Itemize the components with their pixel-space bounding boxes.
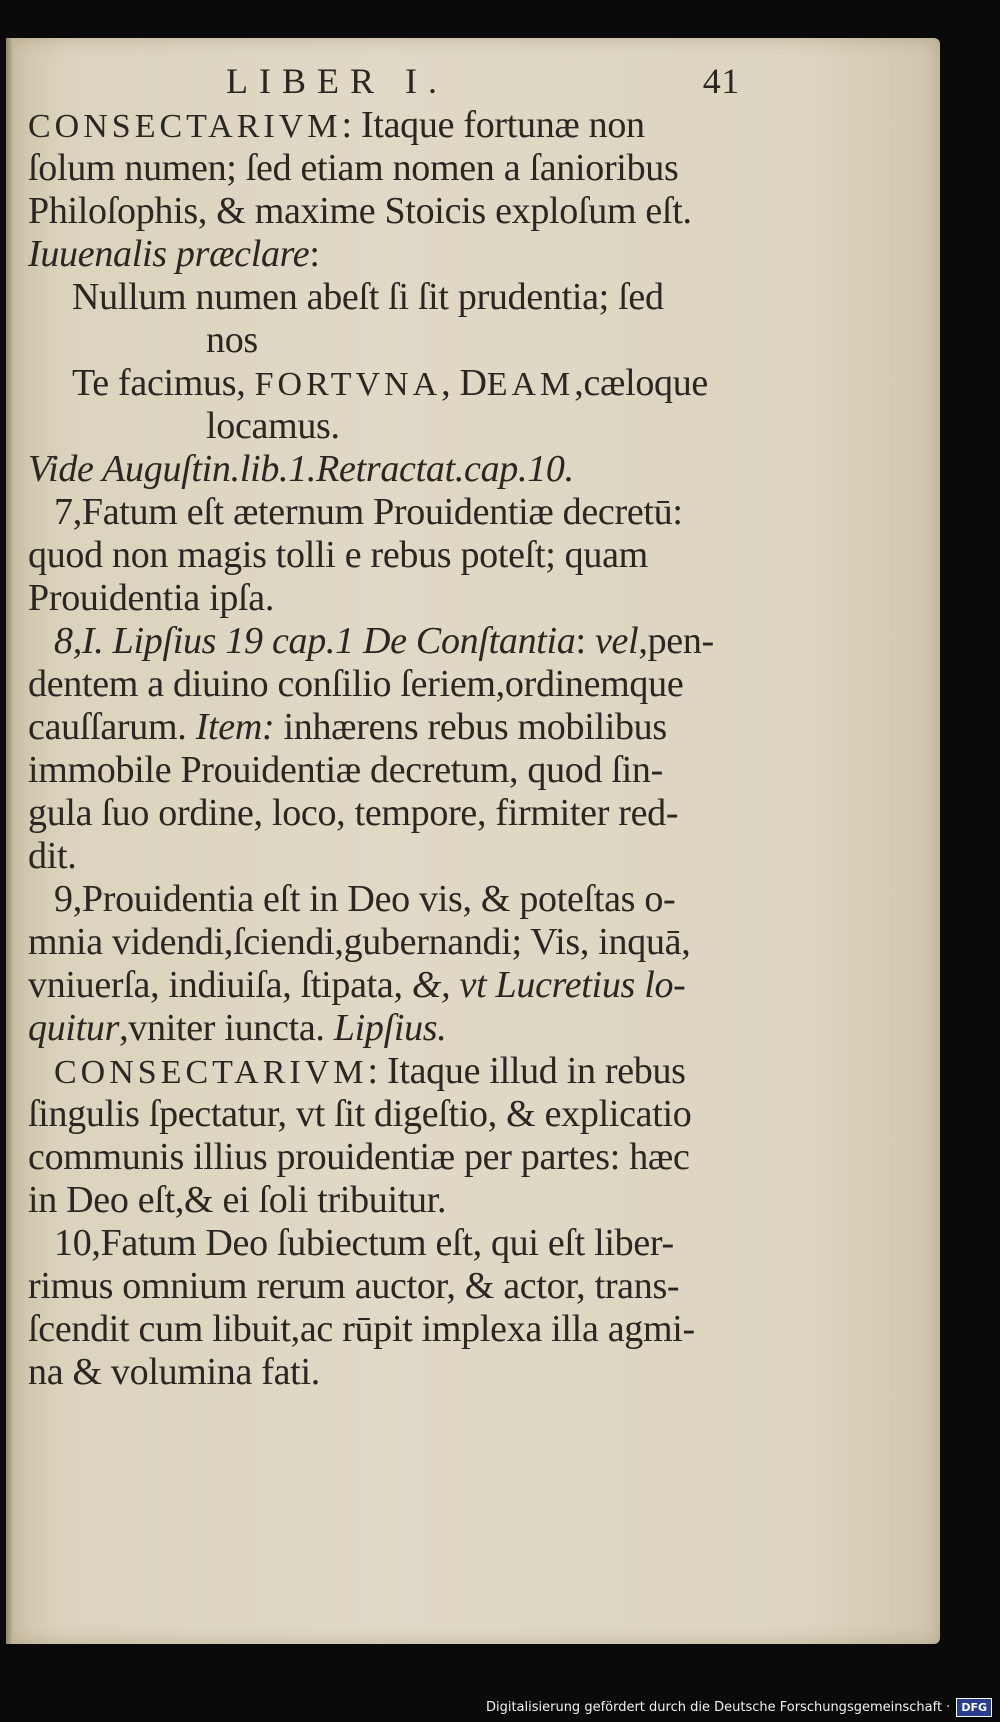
text-run: communis illius prouidentiæ per partes: hæc — [28, 1136, 690, 1178]
text-line — [28, 405, 740, 448]
text-run: immobile Prouidentiæ decretum, quod ſin- — [28, 749, 663, 791]
text-run: vel — [594, 620, 639, 662]
text-line — [28, 276, 740, 319]
book-page — [6, 38, 940, 1644]
text-line — [28, 1222, 740, 1265]
text-run: Nullum numen abeſt ſi ſit prudentia; ſed — [72, 276, 664, 318]
text-line — [28, 233, 740, 276]
text-run: &, vt Lucretius lo- — [411, 964, 686, 1006]
text-run: ,cæloque — [574, 362, 709, 404]
text-body — [28, 104, 740, 1394]
text-run: ,pen- — [638, 620, 714, 662]
dfg-logo: DFG — [956, 1698, 992, 1717]
text-run: Item: — [195, 706, 275, 748]
text-line — [28, 1050, 740, 1093]
text-run: 7,Fatum eſt æternum Prouidentiæ decretū: — [54, 491, 683, 533]
text-line — [28, 491, 740, 534]
text-run: : — [575, 620, 595, 662]
text-line — [28, 1007, 740, 1050]
text-run: quitur — [28, 1007, 120, 1049]
text-run: locamus. — [206, 405, 340, 447]
text-run: quod non magis tolli e rebus poteſt; quam — [28, 534, 648, 576]
text-run: Vide Auguſtin.lib.1.Retractat.cap.10. — [28, 448, 574, 490]
text-line — [28, 190, 740, 233]
text-line — [28, 147, 740, 190]
text-line — [28, 319, 740, 362]
page-number: 41 — [702, 61, 740, 101]
running-header — [28, 60, 740, 104]
text-run: na & volumina fati. — [28, 1351, 320, 1393]
text-run: in Deo eſt,& ei ſoli tribuitur. — [28, 1179, 447, 1221]
text-line — [28, 104, 740, 147]
text-line — [28, 835, 740, 878]
text-run: ,vniter iuncta. — [119, 1007, 334, 1049]
text-run: Te facimus, — [72, 362, 255, 404]
text-run: mnia videndi,ſciendi,gubernandi; Vis, inquā, — [28, 921, 691, 963]
text-run: : — [309, 233, 320, 275]
text-run: ſolum numen; ſed etiam nomen a ſanioribus — [28, 147, 679, 189]
text-run: nos — [206, 319, 258, 361]
text-line — [28, 620, 740, 663]
text-run: inhærens rebus mobilibus — [274, 706, 667, 748]
text-line — [28, 663, 740, 706]
text-line — [28, 1308, 740, 1351]
text-run: : Itaque fortunæ non — [341, 104, 645, 146]
digitization-credit — [486, 1696, 992, 1718]
text-line — [28, 706, 740, 749]
page-text — [28, 60, 740, 1394]
text-run: CONSECTARIVM — [28, 108, 342, 145]
text-run: 9,Prouidentia eſt in Deo vis, & poteſtas o- — [54, 878, 676, 920]
text-run: Prouidentia ipſa. — [28, 577, 275, 619]
text-line — [28, 792, 740, 835]
text-run: 10,Fatum Deo ſubiectum eſt, qui eſt liber- — [54, 1222, 674, 1264]
text-run: CONSECTARIVM — [54, 1054, 368, 1091]
text-run: cauſſarum. — [28, 706, 196, 748]
text-line — [28, 1093, 740, 1136]
text-run: ſcendit cum libuit,ac rūpit implexa illa agmi- — [28, 1308, 695, 1350]
text-run: Iuuenalis præclare — [28, 233, 310, 275]
text-run: EAM — [486, 366, 575, 403]
text-run: , D — [441, 362, 487, 404]
text-run: vniuerſa, indiuiſa, ſtipata, — [28, 964, 412, 1006]
text-run: dit. — [28, 835, 77, 877]
text-run: ſingulis ſpectatur, vt ſit digeſtio, & explicatio — [28, 1093, 692, 1135]
text-run: gula ſuo ordine, loco, tempore, firmiter red- — [28, 792, 679, 834]
text-run: dentem a diuino conſilio ſeriem,ordinemque — [28, 663, 684, 705]
text-line — [28, 1179, 740, 1222]
text-line — [28, 1351, 740, 1394]
text-line — [28, 1136, 740, 1179]
credit-text: Digitalisierung gefördert durch die Deutsche Forschungsgemeinschaft · — [485, 1699, 951, 1715]
text-line — [28, 448, 740, 491]
text-run: Lipſius. — [333, 1007, 447, 1049]
text-line — [28, 921, 740, 964]
text-run: FORTVNA — [254, 366, 442, 403]
text-line — [28, 878, 740, 921]
text-run: 8,I. Lipſius 19 cap.1 De Conſtantia — [54, 620, 576, 662]
text-line — [28, 577, 740, 620]
text-line — [28, 534, 740, 577]
text-line — [28, 362, 740, 405]
text-line — [28, 749, 740, 792]
text-line — [28, 964, 740, 1007]
page-edge — [6, 38, 14, 1644]
text-run: rimus omnium rerum auctor, & actor, trans- — [28, 1265, 680, 1307]
text-run: Philoſophis, & maxime Stoicis exploſum eſt. — [28, 190, 692, 232]
text-run: : Itaque illud in rebus — [367, 1050, 686, 1092]
running-title: LIBER I. — [226, 61, 448, 101]
text-line — [28, 1265, 740, 1308]
